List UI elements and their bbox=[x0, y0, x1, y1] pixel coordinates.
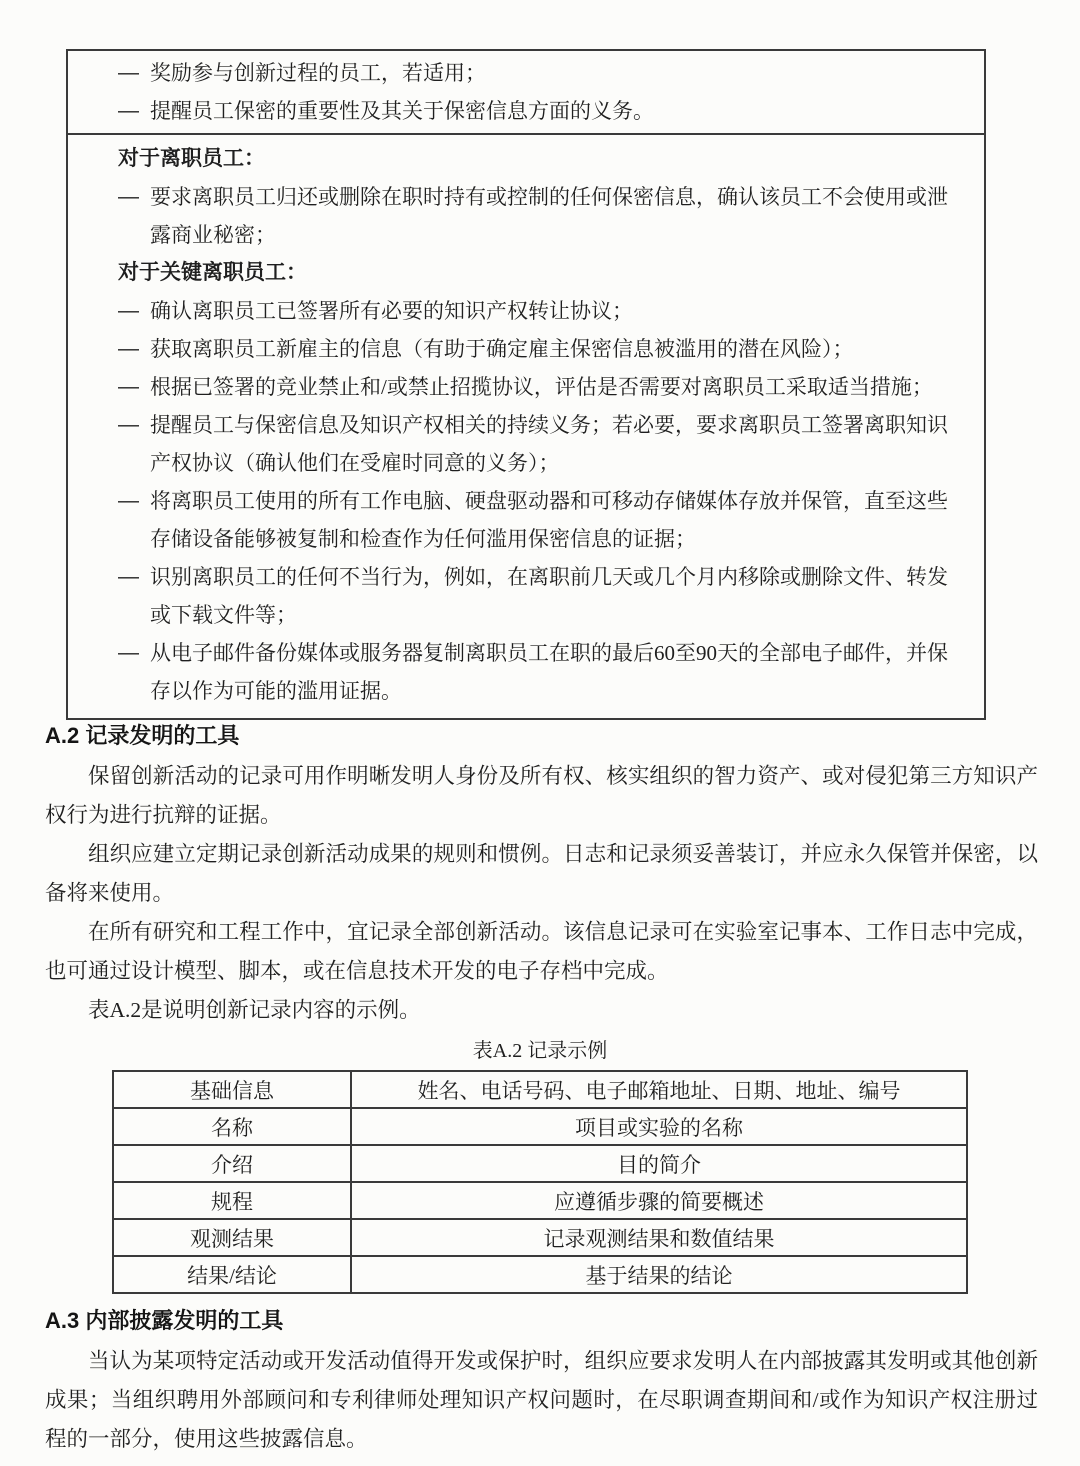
example-box bbox=[66, 49, 986, 720]
table-row bbox=[113, 1219, 967, 1256]
table-row bbox=[113, 1182, 967, 1219]
dash-marker: — bbox=[118, 489, 139, 512]
row-value-cell: 项目或实验的名称 bbox=[351, 1108, 967, 1145]
bullet-text: 提醒员工保密的重要性及其关于保密信息方面的义务。 bbox=[150, 99, 654, 123]
section-heading-a3: A.3 内部披露发明的工具 bbox=[45, 1308, 284, 1333]
bullet-text: 提醒员工与保密信息及知识产权相关的持续义务；若必要，要求离职员工签署离职知识产权协议（确认他们在受雇时同意的义务）； bbox=[150, 413, 948, 475]
box-bottom-section bbox=[68, 135, 984, 718]
bullet-item bbox=[118, 54, 966, 92]
section-heading-a2: A.2 记录发明的工具 bbox=[45, 723, 240, 748]
bullet-text: 要求离职员工归还或删除在职时持有或控制的任何保密信息，确认该员工不会使用或泄露商业秘密； bbox=[150, 185, 948, 247]
row-label-cell: 名称 bbox=[113, 1108, 351, 1145]
subheading-key-departing-employees: 对于关键离职员工： bbox=[118, 261, 307, 284]
table-row bbox=[113, 1108, 967, 1145]
row-label-cell: 结果/结论 bbox=[113, 1256, 351, 1293]
row-label-cell: 基础信息 bbox=[113, 1071, 351, 1108]
bullet-item bbox=[118, 178, 966, 254]
bullet-item bbox=[118, 92, 966, 130]
bullet-text: 根据已签署的竞业禁止和/或禁止招揽协议，评估是否需要对离职员工采取适当措施； bbox=[150, 375, 933, 399]
dash-marker: — bbox=[118, 375, 139, 398]
row-value-cell: 应遵循步骤的简要概述 bbox=[351, 1182, 967, 1219]
body-paragraph: 当认为某项特定活动或开发活动值得开发或保护时，组织应要求发明人在内部披露其发明或其他创新成果；当组织聘用外部顾问和专利律师处理知识产权问题时，在尽职调查期间和/或作为知识产权注册过程的一部分，使用这些披露信息。 bbox=[45, 1349, 1038, 1451]
row-value-cell: 记录观测结果和数值结果 bbox=[351, 1219, 967, 1256]
dash-marker: — bbox=[118, 299, 139, 322]
row-label-cell: 介绍 bbox=[113, 1145, 351, 1182]
bullet-item bbox=[118, 330, 966, 368]
dash-marker: — bbox=[118, 185, 139, 208]
bullet-item bbox=[118, 558, 966, 634]
row-value-cell: 目的简介 bbox=[351, 1145, 967, 1182]
row-label-cell: 观测结果 bbox=[113, 1219, 351, 1256]
row-label-cell: 规程 bbox=[113, 1182, 351, 1219]
body-paragraph: 组织应建立定期记录创新活动成果的规则和惯例。日志和记录须妥善装订，并应永久保管并保密，以备将来使用。 bbox=[45, 842, 1038, 905]
row-value-cell: 基于结果的结论 bbox=[351, 1256, 967, 1293]
dash-marker: — bbox=[118, 641, 139, 664]
bullet-item bbox=[118, 368, 966, 406]
bullet-item bbox=[118, 292, 966, 330]
table-row bbox=[113, 1145, 967, 1182]
dash-marker: — bbox=[118, 337, 139, 360]
bullet-text: 奖励参与创新过程的员工，若适用； bbox=[150, 61, 486, 85]
dash-marker: — bbox=[118, 61, 139, 84]
dash-marker: — bbox=[118, 565, 139, 588]
body-paragraph: 表A.2是说明创新记录内容的示例。 bbox=[88, 998, 421, 1022]
main-content bbox=[0, 709, 1080, 1459]
bullet-item bbox=[118, 482, 966, 558]
body-paragraph: 保留创新活动的记录可用作明晰发明人身份及所有权、核实组织的智力资产、或对侵犯第三方知识产权行为进行抗辩的证据。 bbox=[45, 764, 1038, 827]
table-row bbox=[113, 1256, 967, 1293]
bullet-item bbox=[118, 634, 966, 710]
dash-marker: — bbox=[118, 99, 139, 122]
subheading-departing-employees: 对于离职员工： bbox=[118, 147, 265, 170]
table-title: 表A.2 记录示例 bbox=[472, 1040, 608, 1062]
bullet-text: 从电子邮件备份媒体或服务器复制离职员工在职的最后60至90天的全部电子邮件，并保存以作为可能的滥用证据。 bbox=[150, 641, 948, 703]
box-top-section bbox=[68, 51, 984, 135]
bullet-item bbox=[118, 406, 966, 482]
record-example-table bbox=[112, 1070, 968, 1294]
bullet-text: 获取离职员工新雇主的信息（有助于确定雇主保密信息被滥用的潜在风险）； bbox=[150, 337, 854, 361]
bullet-text: 确认离职员工已签署所有必要的知识产权转让协议； bbox=[150, 299, 633, 323]
bullet-text: 将离职员工使用的所有工作电脑、硬盘驱动器和可移动存储媒体存放并保管，直至这些存储设备能够被复制和检查作为任何滥用保密信息的证据； bbox=[150, 489, 948, 551]
row-value-cell: 姓名、电话号码、电子邮箱地址、日期、地址、编号 bbox=[351, 1071, 967, 1108]
dash-marker: — bbox=[118, 413, 139, 436]
body-paragraph: 在所有研究和工程工作中，宜记录全部创新活动。该信息记录可在实验室记事本、工作日志中完成，也可通过设计模型、脚本，或在信息技术开发的电子存档中完成。 bbox=[45, 920, 1038, 983]
bullet-text: 识别离职员工的任何不当行为，例如，在离职前几天或几个月内移除或删除文件、转发或下载文件等； bbox=[150, 565, 948, 627]
table-row bbox=[113, 1071, 967, 1108]
